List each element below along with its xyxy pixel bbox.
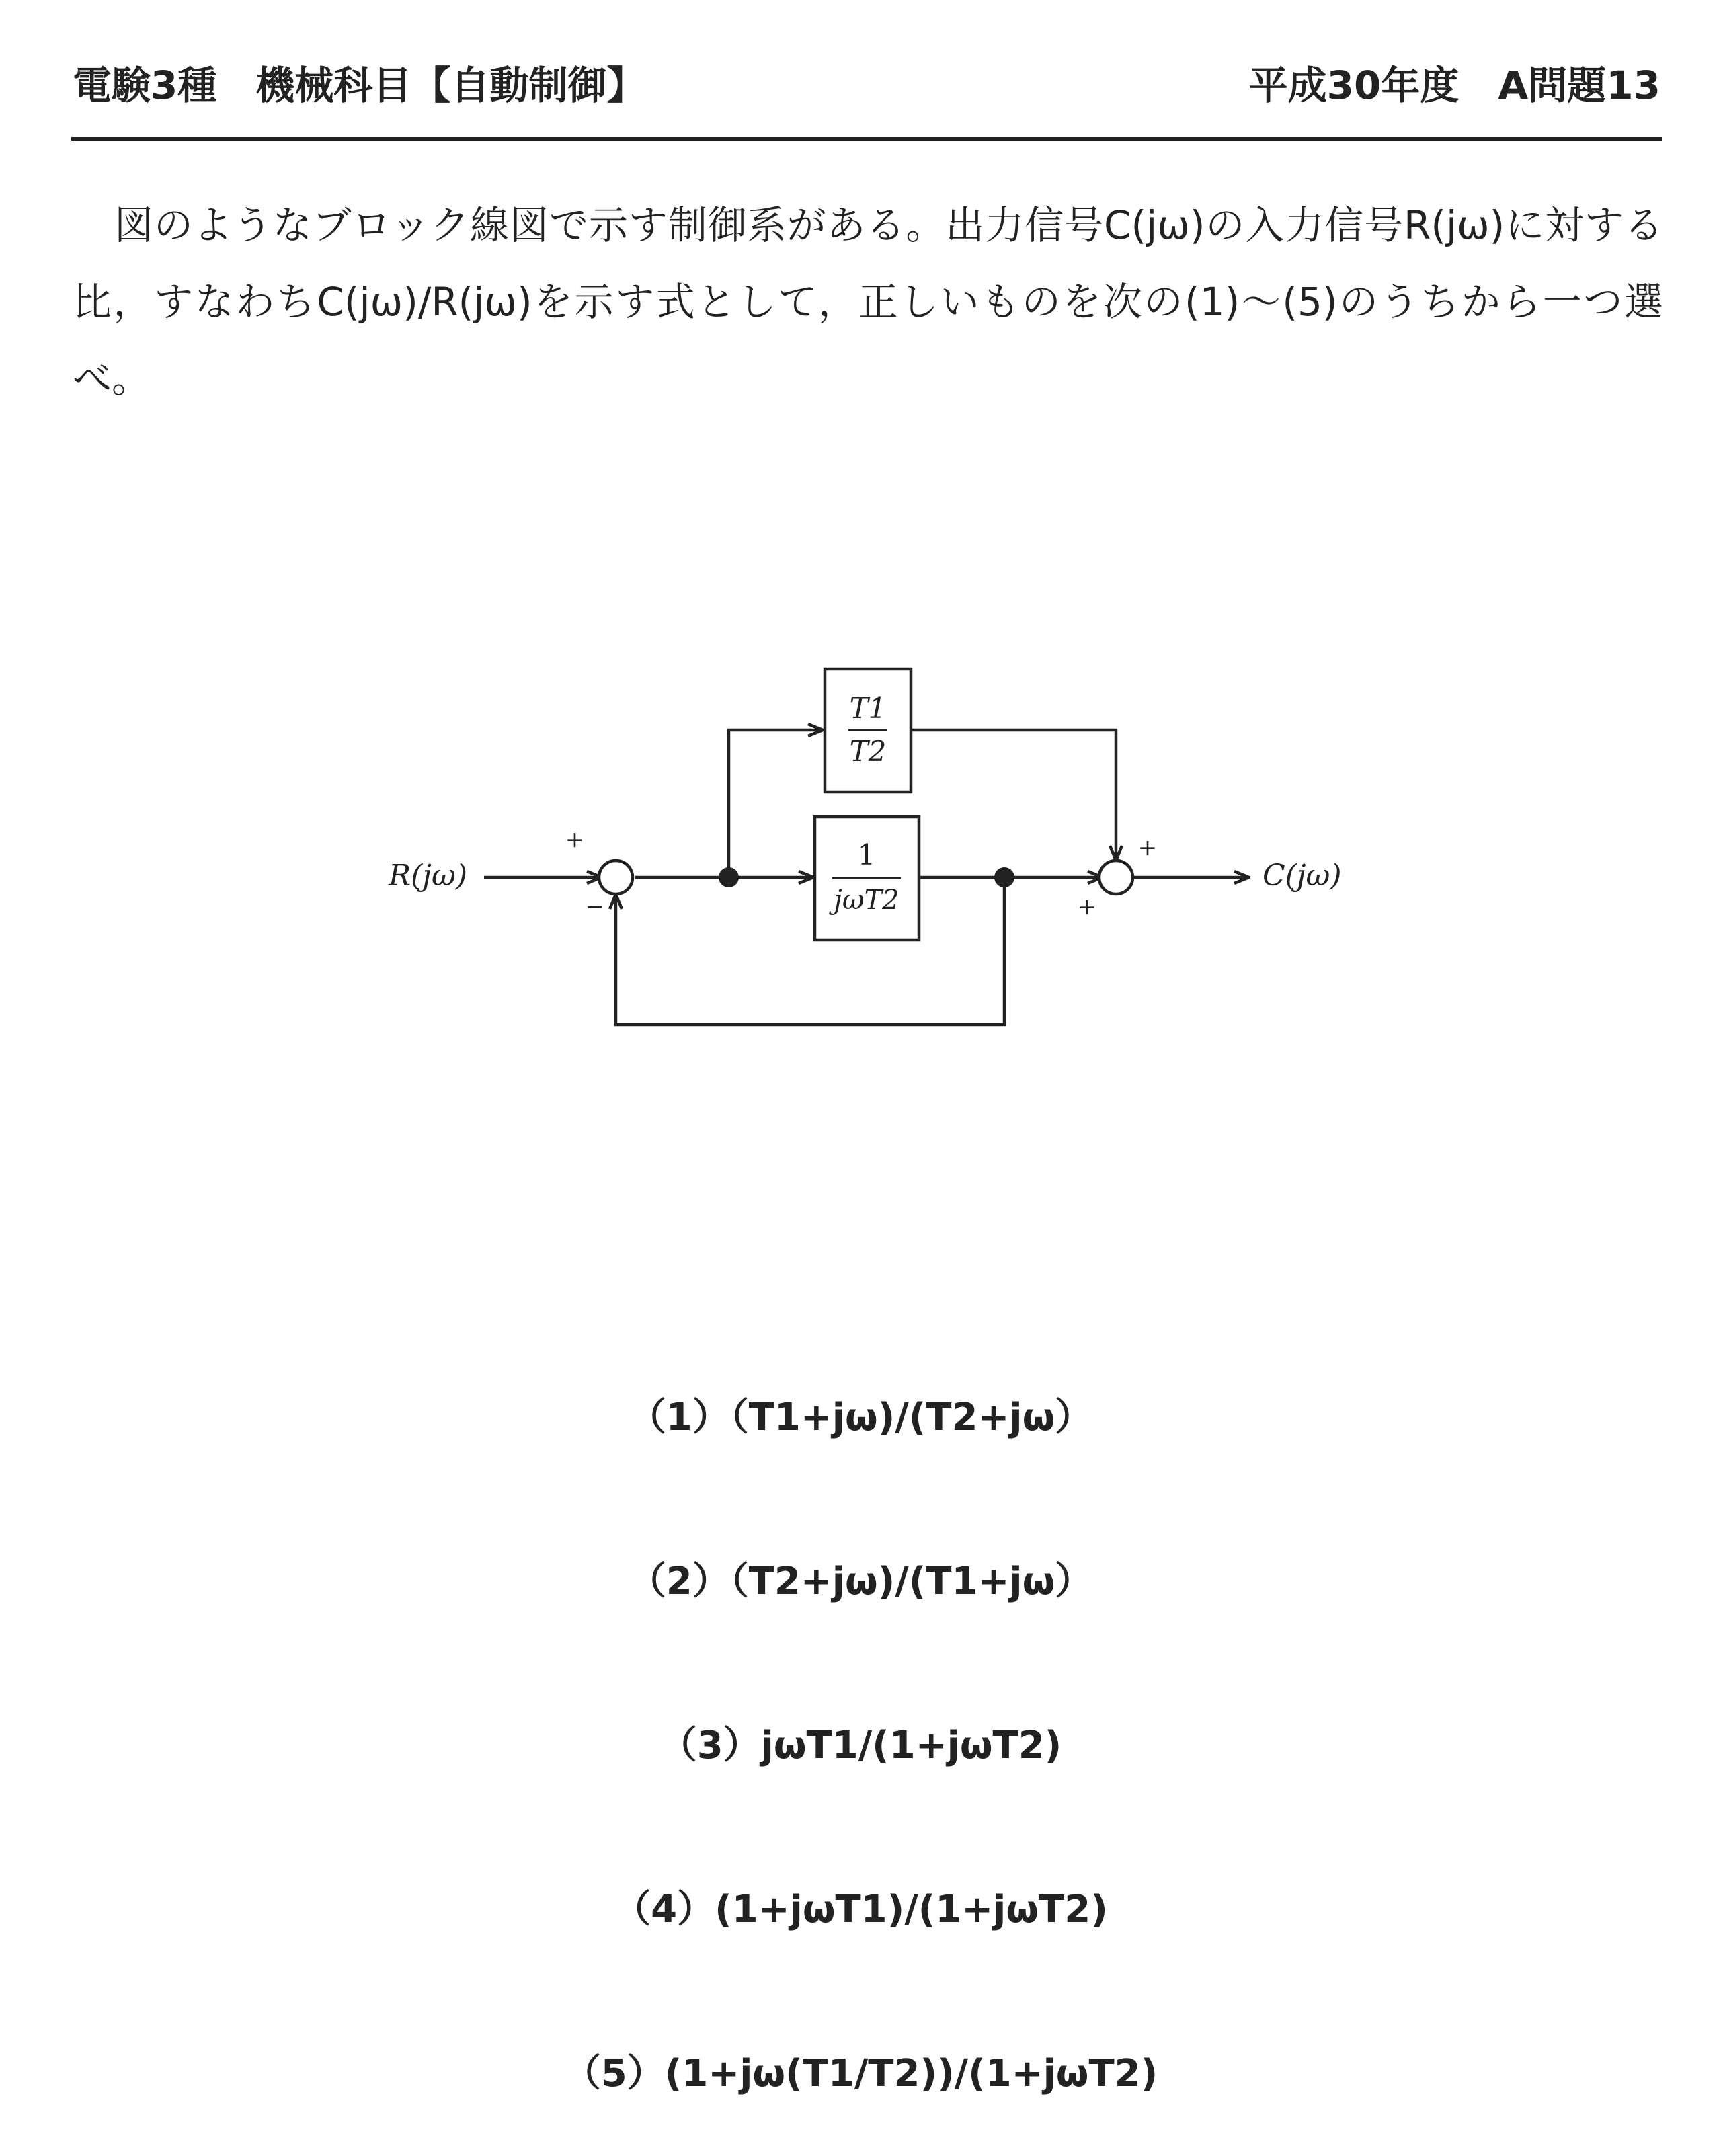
sum2-bottom-plus-sign: + [1077,893,1097,920]
choice-3[interactable]: （3）jωT1/(1+jωT2) [659,1724,1062,1767]
subject-title: 電験3種 機械科目【自動制御】 [73,63,646,108]
answer-choices [0,1292,1721,2156]
question-text: 図のようなブロック線図で示す制御系がある。出力信号C(jω)の入力信号R(jω)に対する比，すなわちC(jω)/R(jω)を示す式として，正しいものを次の(1)〜(5)のうちから一つ選べ。 [73,202,1663,401]
feedback-line [616,877,1004,1025]
input-label: R(jω) [389,859,467,893]
sum1-plus-sign: + [565,826,585,853]
upper-block-numerator: T1 [849,692,887,725]
choice-5[interactable]: （5）(1+jω(T1/T2))/(1+jωT2) [563,2052,1158,2095]
upper-block-denominator: T2 [849,735,887,768]
lower-block-numerator: 1 [857,838,876,871]
sum2-top-plus-sign: + [1137,834,1158,861]
branch-point-2 [994,867,1014,887]
summing-point-2 [1099,861,1133,894]
output-label: C(jω) [1263,859,1342,893]
choice-4[interactable]: （4）(1+jωT1)/(1+jωT2) [613,1888,1108,1931]
branch-to-upper-block-line [729,730,823,877]
summing-point-1 [599,861,633,894]
sum1-minus-sign: − [585,893,605,920]
page-header [73,48,1660,116]
block-diagram [363,659,1371,1049]
lower-block-denominator: jωT2 [834,885,899,916]
exam-title: 平成30年度 A問題13 [1248,63,1660,108]
choice-2[interactable]: （2）（T2+jω)/(T1+jω） [628,1560,1093,1603]
choice-1[interactable]: （1）（T1+jω)/(T2+jω） [628,1396,1093,1439]
header-divider [71,137,1662,141]
branch-point-1 [719,867,739,887]
upper-block-to-sum2-line [911,730,1116,861]
